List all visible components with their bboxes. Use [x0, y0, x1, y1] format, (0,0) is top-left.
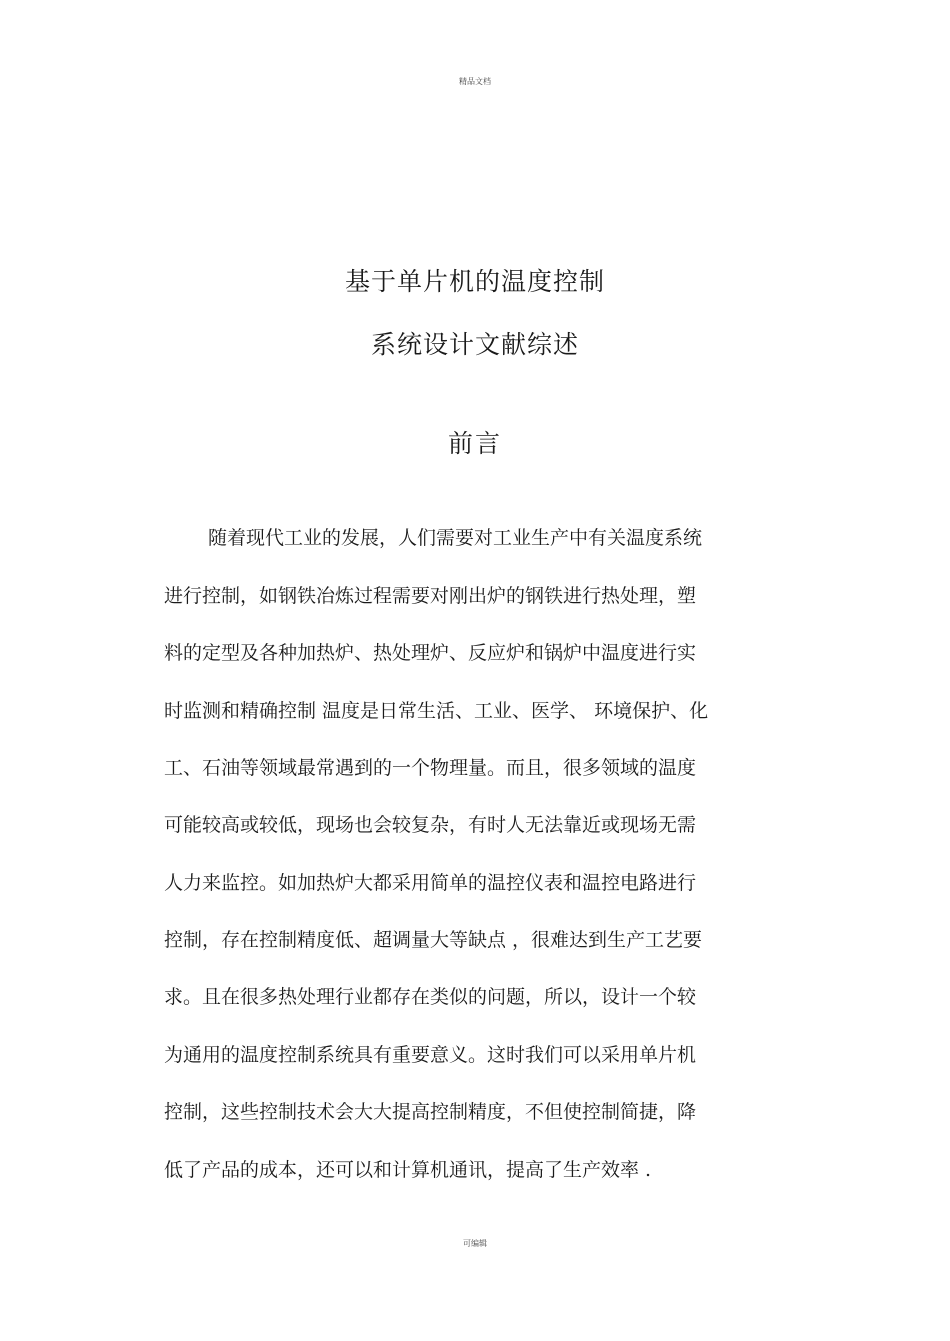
paragraph-line: 低了产品的成本，还可以和计算机通讯，提高了生产效率 . — [164, 1159, 652, 1181]
paragraph-line: 为通用的温度控制系统具有重要意义。这时我们可以采用单片机 — [164, 1044, 697, 1066]
document-title-line-2: 系统设计文献综述 — [370, 330, 579, 359]
paragraph-line: 时监测和精确控制 温度是日常生活、工业、医学、 环境保护、化 — [164, 700, 709, 722]
paragraph-line: 料的定型及各种加热炉、热处理炉、反应炉和锅炉中温度进行实 — [164, 642, 697, 664]
paragraph-line: 可能较高或较低，现场也会较复杂，有时人无法靠近或现场无需 — [164, 814, 697, 836]
paragraph-line: 人力来监控。如加热炉大都采用简单的温控仪表和温控电路进行 — [164, 872, 697, 894]
header-note: 精品文档 — [459, 77, 491, 86]
section-heading: 前言 — [447, 429, 502, 458]
paragraph-line: 求。且在很多热处理行业都存在类似的问题，所以，设计一个较 — [164, 986, 697, 1008]
document-title-line-1: 基于单片机的温度控制 — [344, 267, 605, 296]
paragraph-line: 进行控制，如钢铁冶炼过程需要对刚出炉的钢铁进行热处理，塑 — [164, 585, 697, 607]
footer-note: 可编辑 — [463, 1239, 487, 1248]
paragraph-line: 控制，这些控制技术会大大提高控制精度，不但使控制简捷，降 — [164, 1101, 697, 1123]
paragraph-line: 工、石油等领域最常遇到的一个物理量。而且，很多领域的温度 — [164, 757, 697, 779]
paragraph-line: 控制，存在控制精度低、超调量大等缺点 ，很难达到生产工艺要 — [164, 929, 703, 951]
paragraph-line: 随着现代工业的发展，人们需要对工业生产中有关温度系统 — [208, 527, 703, 549]
